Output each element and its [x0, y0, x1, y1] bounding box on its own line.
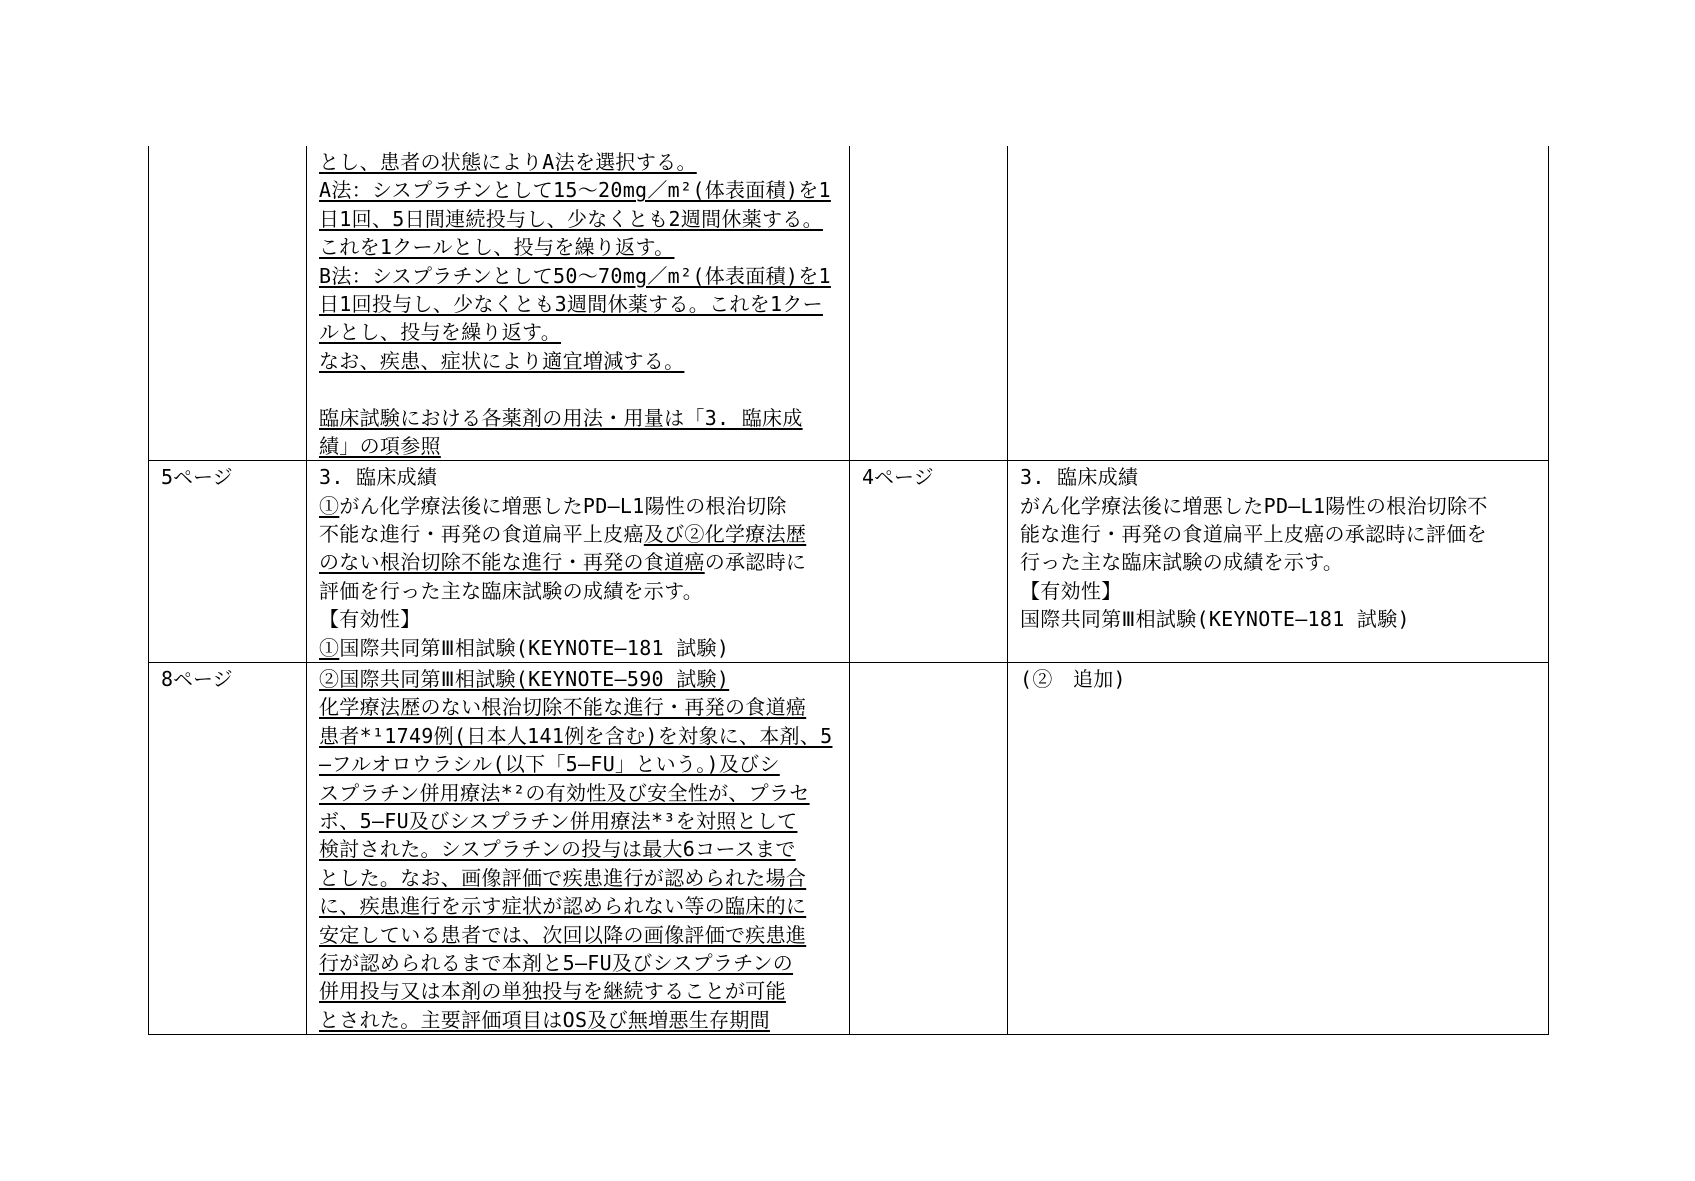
new-page-cell	[149, 146, 307, 461]
underlined-revision-text: 行が認められるまで本剤と5—FU及びシスプラチンの	[319, 950, 794, 975]
underlined-revision-text: 患者*¹1749例(日本人141例を含む)を対象に、本剤、5	[319, 723, 833, 748]
underlined-revision-text: のない根治切除不能な進行・再発の食道癌	[319, 550, 705, 575]
text-line	[319, 262, 839, 290]
text-line	[319, 205, 839, 233]
text-line	[1020, 577, 1538, 605]
text-line	[1020, 548, 1538, 576]
underlined-revision-text: スプラチン併用療法*²の有効性及び安全性が、プラセ	[319, 780, 810, 805]
text-segment: 3. 臨床成績	[1020, 465, 1139, 490]
text-line	[1020, 520, 1538, 548]
underlined-revision-text: 績」の項参照	[319, 433, 441, 458]
text-line	[319, 176, 839, 204]
underlined-revision-text: 化学療法歴のない根治切除不能な進行・再発の食道癌	[319, 695, 807, 720]
underlined-revision-text: ②国際共同第Ⅲ相試験(KEYNOTE—590 試験)	[319, 667, 730, 692]
new-page-cell	[149, 461, 307, 663]
text-line	[319, 520, 839, 548]
underlined-revision-text: とし、患者の状態によりA法を選択する。	[319, 150, 697, 174]
text-line	[319, 634, 839, 662]
text-segment: 不能な進行・再発の食道扁平上皮癌	[319, 522, 644, 547]
old-page-cell	[850, 461, 1008, 663]
text-line	[319, 892, 839, 920]
page-reference: 8ページ	[161, 667, 233, 692]
underlined-revision-text: —フルオロウラシル(以下「5—FU」という。)及びシ	[319, 752, 780, 777]
text-line	[1020, 463, 1538, 491]
underlined-revision-text: B法：シスプラチンとして50～70mg／m²(体表面積)を1	[319, 263, 831, 288]
underlined-revision-text: なお、疾患、症状により適宜増減する。	[319, 348, 685, 373]
underlined-revision-text: とした。なお、画像評価で疾患進行が認められた場合	[319, 865, 807, 890]
text-line	[319, 693, 839, 721]
text-line	[319, 949, 839, 977]
text-line	[1020, 492, 1538, 520]
table-row	[149, 663, 1549, 1035]
text-line	[319, 375, 839, 403]
old-text-cell	[1008, 146, 1549, 461]
new-page-cell	[149, 663, 307, 1035]
underlined-revision-text: 日1回投与し、少なくとも3週間休薬する。これを1クー	[319, 291, 823, 316]
text-segment: 国際共同第Ⅲ相試験(KEYNOTE—181 試験)	[339, 635, 730, 660]
text-segment: 行った主な臨床試験の成績を示す。	[1020, 550, 1344, 575]
text-line	[319, 665, 839, 693]
text-line	[319, 807, 839, 835]
page-reference: 5ページ	[161, 465, 233, 490]
text-line	[319, 750, 839, 778]
old-text-cell	[1008, 461, 1549, 663]
underlined-revision-text: A法：シスプラチンとして15～20mg／m²(体表面積)を1	[319, 178, 831, 203]
text-segment: 能な進行・再発の食道扁平上皮癌の承認時に評価を	[1020, 522, 1487, 547]
text-line	[319, 1006, 839, 1034]
text-segment: 【有効性】	[1020, 578, 1122, 603]
text-line	[319, 492, 839, 520]
underlined-revision-text: とされた。主要評価項目はOS及び無増悪生存期間	[319, 1007, 770, 1032]
underlined-revision-text: に、疾患進行を示す症状が認められない等の臨床的に	[319, 894, 807, 919]
comparison-table	[148, 146, 1549, 1035]
old-page-cell	[850, 663, 1008, 1035]
text-line	[319, 977, 839, 1005]
underlined-revision-text: これを1クールとし、投与を繰り返す。	[319, 235, 675, 260]
text-line	[319, 835, 839, 863]
underlined-revision-text: 及び②化学療法歴	[643, 522, 807, 547]
old-text-cell	[1008, 663, 1549, 1035]
new-text-cell	[307, 461, 850, 663]
text-segment: 【有効性】	[319, 607, 421, 632]
text-segment: がん化学療法後に増悪したPD—L1陽性の根治切除	[339, 493, 787, 518]
text-line	[319, 864, 839, 892]
text-line	[319, 548, 839, 576]
text-segment: 3. 臨床成績	[319, 465, 438, 490]
text-line	[319, 722, 839, 750]
text-line	[319, 290, 839, 318]
text-line	[319, 779, 839, 807]
text-line	[319, 148, 839, 176]
text-line	[319, 463, 839, 491]
underlined-revision-text: ①	[319, 493, 340, 518]
text-segment: 評価を行った主な臨床試験の成績を示す。	[319, 578, 704, 603]
text-line	[319, 347, 839, 375]
text-line	[319, 577, 839, 605]
underlined-revision-text: 日1回、5日間連続投与し、少なくとも2週間休薬する。	[319, 206, 823, 231]
text-segment: の承認時に	[704, 550, 807, 575]
text-segment: 国際共同第Ⅲ相試験(KEYNOTE—181 試験)	[1020, 607, 1410, 632]
table-row	[149, 146, 1549, 461]
text-line	[319, 233, 839, 261]
new-text-cell	[307, 663, 850, 1035]
underlined-revision-text: ①	[319, 635, 340, 660]
text-line	[1020, 605, 1538, 633]
text-line	[319, 432, 839, 460]
underlined-revision-text: 臨床試験における各薬剤の用法・用量は「3. 臨床成	[319, 405, 803, 430]
text-line	[319, 605, 839, 633]
text-segment: (② 追加)	[1020, 667, 1126, 692]
underlined-revision-text: 併用投与又は本剤の単独投与を継続することが可能	[319, 979, 786, 1004]
text-line	[319, 318, 839, 346]
underlined-revision-text: ルとし、投与を繰り返す。	[319, 320, 561, 345]
text-line	[1020, 665, 1538, 693]
underlined-revision-text: 検討された。シスプラチンの投与は最大6コースまで	[319, 837, 796, 862]
underlined-revision-text: ボ、5—FU及びシスプラチン併用療法*³を対照として	[319, 808, 798, 833]
text-segment: がん化学療法後に増悪したPD—L1陽性の根治切除不	[1020, 493, 1488, 518]
underlined-revision-text: 安定している患者では、次回以降の画像評価で疾患進	[319, 922, 807, 947]
text-line	[319, 404, 839, 432]
table-row	[149, 461, 1549, 663]
page-reference: 4ページ	[862, 465, 934, 490]
text-line	[319, 921, 839, 949]
new-text-cell	[307, 146, 850, 461]
old-page-cell	[850, 146, 1008, 461]
